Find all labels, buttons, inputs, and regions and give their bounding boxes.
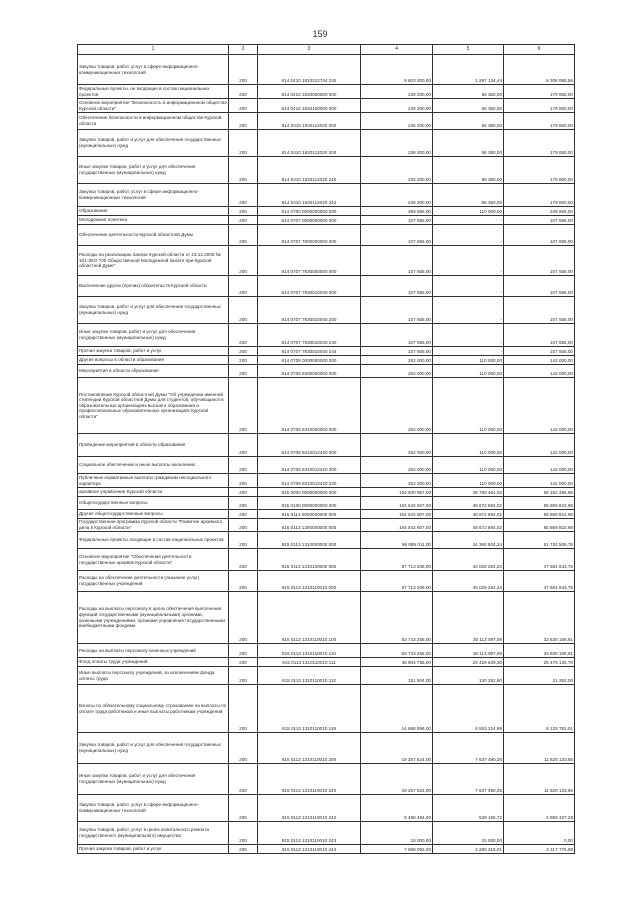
- executed-amount-cell: 30 113 097,09: [433, 592, 504, 644]
- row-name-cell: Иные выплаты персоналу учреждений, за исключением фонда оплаты труда: [78, 667, 229, 685]
- budget-classification-code-cell: 814 0410 1810312744 242: [258, 55, 361, 85]
- unexecuted-amount-cell: 249 655,00: [504, 207, 575, 216]
- approved-amount-cell: 19 257 624,00: [361, 764, 433, 795]
- table-row: [78, 457, 575, 474]
- executed-amount-cell: 1 297 134,44: [433, 55, 504, 85]
- table-row: [78, 55, 575, 85]
- table-row: [78, 130, 575, 157]
- budget-classification-code-cell: 815 0113 0000000000 000: [258, 510, 361, 519]
- budget-classification-code-cell: 814 0410 1620100000 000: [258, 99, 361, 113]
- table-row: [78, 795, 575, 822]
- budget-classification-code-cell: 814 0707 7930000000 000: [258, 246, 361, 276]
- table-row: [78, 549, 575, 571]
- approved-amount-cell: 96 095 011,00: [361, 532, 433, 549]
- line-code-cell: 200: [229, 113, 258, 130]
- approved-amount-cell: 14 686 996,00: [361, 685, 433, 733]
- line-code-cell: 200: [229, 658, 258, 667]
- row-name-cell: Прочая закупка товаров, работ и услуг: [78, 347, 229, 356]
- table-row: [78, 85, 575, 99]
- row-name-cell: Постановление Курской областной Думы "Об учреждении именной стипендии Курской областной Думы для студентов, обучающихся в образовательных организациях высшего образования и профессиональных образовательных организациях Курской области": [78, 378, 229, 434]
- table-row: [78, 225, 575, 246]
- approved-amount-cell: 252 000,00: [361, 365, 433, 378]
- row-name-cell: Другие вопросы в области образования: [78, 356, 229, 365]
- budget-classification-code-cell: 814 0707 0000000000 000: [258, 216, 361, 225]
- approved-amount-cell: 236 200,00: [361, 113, 433, 130]
- line-code-cell: 200: [229, 157, 258, 184]
- executed-amount-cell: 110 000,00: [433, 207, 504, 216]
- line-code-cell: 200: [229, 488, 258, 497]
- line-code-cell: 200: [229, 356, 258, 365]
- line-code-cell: 200: [229, 685, 258, 733]
- budget-classification-code-cell: 815 0113 1310110010 111: [258, 658, 361, 667]
- unexecuted-amount-cell: 142 000,00: [504, 356, 575, 365]
- table-row: [78, 434, 575, 457]
- approved-amount-cell: 236 200,00: [361, 130, 433, 157]
- row-name-cell: Социальное обеспечение и иные выплаты населению: [78, 457, 229, 474]
- executed-amount-cell: 40 028 264,24: [433, 571, 504, 592]
- budget-classification-code-cell: 815 0113 1310000000 000: [258, 532, 361, 549]
- row-name-cell: Основное мероприятие "Обеспечение деятельности государственных архивов Курской области": [78, 549, 229, 571]
- budget-classification-code-cell: 814 0709 8310012420 330: [258, 474, 361, 488]
- line-code-cell: 200: [229, 644, 258, 658]
- column-header-3: 3: [258, 45, 361, 55]
- line-code-cell: 200: [229, 532, 258, 549]
- line-code-cell: 200: [229, 276, 258, 297]
- table-row: [78, 207, 575, 216]
- executed-amount-cell: 56 350,00: [433, 85, 504, 99]
- row-name-cell: Закупка товаров, работ, услуг в целях капитального ремонта государственного (муниципального) имущества: [78, 822, 229, 845]
- unexecuted-amount-cell: 179 850,00: [504, 157, 575, 184]
- budget-classification-code-cell: 815 0113 1310100000 000: [258, 549, 361, 571]
- unexecuted-amount-cell: 179 850,00: [504, 85, 575, 99]
- row-name-cell: Расходы на реализацию Закона Курской области от 23.12.2005 № 101-ЗКО "Об Общественной Молодежной палате при Курской областной Думе": [78, 246, 229, 276]
- approved-amount-cell: 87 713 208,00: [361, 571, 433, 592]
- line-code-cell: 200: [229, 592, 258, 644]
- unexecuted-amount-cell: 55 869 922,98: [504, 519, 575, 532]
- unexecuted-amount-cell: 142 000,00: [504, 434, 575, 457]
- approved-amount-cell: 9 603 200,00: [361, 55, 433, 85]
- approved-amount-cell: 236 200,00: [361, 85, 433, 99]
- budget-classification-code-cell: 814 0707 7930010040 000: [258, 276, 361, 297]
- table-row: [78, 276, 575, 297]
- budget-classification-code-cell: 814 0410 1620112020 200: [258, 130, 361, 157]
- column-header-2: 2: [229, 45, 258, 55]
- approved-amount-cell: 252 000,00: [361, 434, 433, 457]
- row-name-cell: Закупка товаров, работ и услуг для обеспечения государственных (муниципальных) нужд: [78, 733, 229, 764]
- row-name-cell: Закупка товаров, работ, услуг в сфере информационно-коммуникационных технологий: [78, 184, 229, 207]
- approved-amount-cell: 236 200,00: [361, 99, 433, 113]
- executed-amount-cell: 110 000,00: [433, 365, 504, 378]
- approved-amount-cell: 107 655,00: [361, 324, 433, 347]
- table-row: [78, 733, 575, 764]
- line-code-cell: 200: [229, 378, 258, 434]
- executed-amount-cell: 6 553 214,99: [433, 685, 504, 733]
- executed-amount-cell: 110 000,00: [433, 474, 504, 488]
- budget-classification-code-cell: 815 0113 1310110010 242: [258, 795, 361, 822]
- line-code-cell: 200: [229, 365, 258, 378]
- unexecuted-amount-cell: 4 959 327,28: [504, 795, 575, 822]
- unexecuted-amount-cell: 51 734 506,76: [504, 532, 575, 549]
- row-name-cell: Иные закупки товаров, работ и услуг для обеспечения государственных (муниципальных) нужд: [78, 764, 229, 795]
- row-name-cell: Образование: [78, 207, 229, 216]
- table-row: [78, 347, 575, 356]
- line-code-cell: 200: [229, 216, 258, 225]
- line-code-cell: 200: [229, 795, 258, 822]
- table-row: [78, 592, 575, 644]
- approved-amount-cell: 359 655,00: [361, 207, 433, 216]
- line-code-cell: 200: [229, 497, 258, 510]
- table-row: [78, 157, 575, 184]
- unexecuted-amount-cell: 11 620 133,65: [504, 733, 575, 764]
- budget-classification-code-cell: 814 0709 8310000000 000: [258, 378, 361, 434]
- line-code-cell: 200: [229, 434, 258, 457]
- line-code-cell: 200: [229, 99, 258, 113]
- table-row: [78, 685, 575, 733]
- budget-classification-code-cell: 814 0709 8300000000 000: [258, 365, 361, 378]
- row-name-cell: Закупка товаров, работ и услуг для обеспечения государственных (муниципальных) нужд: [78, 130, 229, 157]
- row-name-cell: Иные закупки товаров, работ и услуг для обеспечения государственных (муниципальных) нужд: [78, 324, 229, 347]
- row-name-cell: Мероприятия в области образования: [78, 365, 229, 378]
- table-row: [78, 571, 575, 592]
- executed-amount-cell: 48 768 461,02: [433, 488, 504, 497]
- line-code-cell: 200: [229, 184, 258, 207]
- budget-classification-code-cell: 814 0707 7930010040 244: [258, 347, 361, 356]
- unexecuted-amount-cell: 8 133 781,01: [504, 685, 575, 733]
- line-code-cell: 200: [229, 733, 258, 764]
- row-name-cell: Федеральные проекты, входящие в состав национальных проектов: [78, 532, 229, 549]
- budget-classification-code-cell: 815 0113 1310110010 244: [258, 845, 361, 854]
- table-row: [78, 378, 575, 434]
- row-name-cell: Обеспечение деятельности Курской областной Думы: [78, 225, 229, 246]
- page-number: 159: [312, 29, 328, 39]
- unexecuted-amount-cell: 107 655,00: [504, 347, 575, 356]
- line-code-cell: 200: [229, 207, 258, 216]
- row-name-cell: Расходы на выплаты персоналу в целях обеспечения выполнения функций государственными (муниципальными) органами, казенными учреждениями, органами управления государственными внебюджетными фондами: [78, 592, 229, 644]
- budget-classification-code-cell: 815 0113 1310110010 119: [258, 685, 361, 733]
- budget-classification-code-cell: 814 0410 1620112020 240: [258, 157, 361, 184]
- approved-amount-cell: 107 655,00: [361, 216, 433, 225]
- row-name-cell: Обеспечение безопасности в информационном обществе Курской области: [78, 113, 229, 130]
- budget-classification-code-cell: 815 0113 1300000000 000: [258, 519, 361, 532]
- budget-classification-code-cell: 815 0113 1310110010 243: [258, 822, 361, 845]
- table-row: [78, 658, 575, 667]
- line-code-cell: 200: [229, 85, 258, 99]
- table-row: [78, 297, 575, 324]
- table-row: [78, 497, 575, 510]
- executed-amount-cell: -: [433, 225, 504, 246]
- budget-classification-code-cell: 815 0113 1310110010 100: [258, 592, 361, 644]
- approved-amount-cell: 236 200,00: [361, 157, 433, 184]
- row-name-cell: Государственная программа Курской области "Развитие архивного дела в Курской области": [78, 519, 229, 532]
- table-row: [78, 644, 575, 658]
- executed-amount-cell: 110 000,00: [433, 457, 504, 474]
- row-name-cell: Основное мероприятие "Безопасность в информационном обществе Курской области": [79, 99, 228, 111]
- executed-amount-cell: 7 637 490,35: [433, 764, 504, 795]
- approved-amount-cell: 87 713 208,00: [361, 549, 433, 571]
- executed-amount-cell: -: [433, 347, 504, 356]
- approved-amount-cell: 19 257 624,00: [361, 733, 433, 764]
- unexecuted-amount-cell: 107 655,00: [504, 225, 575, 246]
- approved-amount-cell: 252 000,00: [361, 356, 433, 365]
- unexecuted-amount-cell: 179 850,00: [504, 184, 575, 207]
- unexecuted-amount-cell: 11 620 133,65: [504, 764, 575, 795]
- table-body: [78, 55, 575, 854]
- row-name-cell: Проведение мероприятий в области образования: [78, 434, 229, 457]
- budget-classification-code-cell: 814 0410 1620000000 000: [258, 85, 361, 99]
- budget-classification-code-cell: 814 0700 0000000000 000: [258, 207, 361, 216]
- table-row: [78, 99, 575, 113]
- unexecuted-amount-cell: 47 684 943,76: [504, 571, 575, 592]
- unexecuted-amount-cell: 179 850,00: [504, 130, 575, 157]
- approved-amount-cell: 252 000,00: [361, 378, 433, 434]
- budget-classification-code-cell: 815 0113 1310110010 240: [258, 764, 361, 795]
- executed-amount-cell: 539 166,72: [433, 795, 504, 822]
- table-row: [78, 246, 575, 276]
- line-code-cell: 200: [229, 225, 258, 246]
- line-code-cell: 200: [229, 246, 258, 276]
- unexecuted-amount-cell: 142 000,00: [504, 365, 575, 378]
- approved-amount-cell: 252 000,00: [361, 474, 433, 488]
- approved-amount-cell: 104 542 607,00: [361, 497, 433, 510]
- line-code-cell: 200: [229, 519, 258, 532]
- table-row: [78, 822, 575, 845]
- executed-amount-cell: -: [433, 324, 504, 347]
- unexecuted-amount-cell: 8 306 065,56: [504, 55, 575, 85]
- approved-amount-cell: 107 655,00: [361, 297, 433, 324]
- row-name-cell: Фонд оплаты труда учреждений: [78, 658, 229, 667]
- row-name-cell: Молодежная политика: [78, 216, 229, 225]
- approved-amount-cell: 252 000,00: [361, 457, 433, 474]
- approved-amount-cell: 104 542 607,00: [361, 510, 433, 519]
- table-row: [78, 519, 575, 532]
- unexecuted-amount-cell: 55 869 922,98: [504, 497, 575, 510]
- column-header-5: 5: [433, 45, 504, 55]
- line-code-cell: 200: [229, 474, 258, 488]
- line-code-cell: 200: [229, 457, 258, 474]
- approved-amount-cell: 63 743 256,00: [361, 644, 433, 658]
- executed-amount-cell: 30 113 097,09: [433, 644, 504, 658]
- budget-classification-code-cell: 814 0707 7930010040 200: [258, 297, 361, 324]
- table-row: [78, 113, 575, 130]
- approved-amount-cell: 104 930 957,00: [361, 488, 433, 497]
- table-row: [78, 365, 575, 378]
- executed-amount-cell: 56 350,00: [433, 157, 504, 184]
- unexecuted-amount-cell: 33 630 158,91: [504, 644, 575, 658]
- table-row: [78, 845, 575, 854]
- budget-classification-code-cell: 815 0113 1310110010 110: [258, 644, 361, 658]
- executed-amount-cell: 56 350,00: [433, 99, 504, 113]
- executed-amount-cell: -: [433, 276, 504, 297]
- unexecuted-amount-cell: 107 655,00: [504, 246, 575, 276]
- row-name-cell: Расходы на выплаты персоналу казенных учреждений: [78, 644, 229, 658]
- row-name-cell: архивное управление Курской области: [78, 488, 229, 497]
- executed-amount-cell: -: [433, 297, 504, 324]
- executed-amount-cell: 48 672 684,02: [433, 497, 504, 510]
- budget-classification-code-cell: 815 0113 1310110010 200: [258, 733, 361, 764]
- unexecuted-amount-cell: 179 850,00: [504, 99, 575, 113]
- row-name-cell: Закупка товаров, работ, услуг в сфере информационно-коммуникационных технологий: [78, 795, 229, 822]
- budget-classification-code-cell: 815 0113 1310110010 000: [258, 571, 361, 592]
- unexecuted-amount-cell: 47 684 943,76: [504, 549, 575, 571]
- table-row: [78, 532, 575, 549]
- line-code-cell: 200: [229, 55, 258, 85]
- line-code-cell: 200: [229, 571, 258, 592]
- unexecuted-amount-cell: 25 475 125,70: [504, 658, 575, 667]
- executed-amount-cell: 56 350,00: [433, 113, 504, 130]
- unexecuted-amount-cell: 107 655,00: [504, 324, 575, 347]
- table-row: [78, 474, 575, 488]
- executed-amount-cell: 110 000,00: [433, 434, 504, 457]
- line-code-cell: 200: [229, 845, 258, 854]
- line-code-cell: 200: [229, 130, 258, 157]
- row-name-cell: Прочая закупка товаров, работ и услуг: [78, 845, 229, 854]
- table-row: [78, 488, 575, 497]
- row-name-cell: Публичные нормативные выплаты гражданам несоциального характера: [78, 474, 229, 488]
- row-name-cell: Другие общегосударственные вопросы: [78, 510, 229, 519]
- budget-classification-code-cell: 814 0410 1620112020 000: [258, 113, 361, 130]
- executed-amount-cell: 48 672 684,02: [433, 510, 504, 519]
- row-name-cell: Закупка товаров, работ и услуг для обеспечения государственных (муниципальных) нужд: [78, 297, 229, 324]
- executed-amount-cell: 23 429 629,30: [433, 658, 504, 667]
- unexecuted-amount-cell: 107 655,00: [504, 297, 575, 324]
- approved-amount-cell: 107 655,00: [361, 276, 433, 297]
- budget-classification-code-cell: 814 0707 7900000000 000: [258, 225, 361, 246]
- executed-amount-cell: 15 000,00: [433, 822, 504, 845]
- row-name-cell: Иные закупки товаров, работ и услуг для обеспечения государственных (муниципальных) нужд: [78, 157, 229, 184]
- table-row: [78, 510, 575, 519]
- table-row: [78, 356, 575, 365]
- line-code-cell: 200: [229, 764, 258, 795]
- budget-classification-code-cell: 814 0709 8310012420 000: [258, 434, 361, 457]
- approved-amount-cell: 63 743 256,00: [361, 592, 433, 644]
- approved-amount-cell: 107 655,00: [361, 347, 433, 356]
- row-name-cell: Расходы на обеспечение деятельности (оказание услуг) государственных учреждений: [78, 571, 229, 592]
- executed-amount-cell: -: [433, 216, 504, 225]
- unexecuted-amount-cell: 142 000,00: [504, 457, 575, 474]
- column-header-4: 4: [361, 45, 433, 55]
- unexecuted-amount-cell: 179 850,00: [504, 113, 575, 130]
- line-code-cell: 200: [229, 347, 258, 356]
- approved-amount-cell: 107 655,00: [361, 225, 433, 246]
- table-row: [78, 324, 575, 347]
- executed-amount-cell: 44 360 504,24: [433, 532, 504, 549]
- budget-classification-code-cell: 815 0000 0000000000 000: [258, 488, 361, 497]
- table-row: [78, 764, 575, 795]
- approved-amount-cell: 5 498 494,00: [361, 795, 433, 822]
- unexecuted-amount-cell: 0,00: [504, 822, 575, 845]
- budget-classification-code-cell: 814 0410 1620112020 242: [258, 184, 361, 207]
- row-name-cell: Выполнение других (прочих) обязательств Курской области: [78, 276, 229, 297]
- row-name-cell: Общегосударственные вопросы: [78, 497, 229, 510]
- executed-amount-cell: 4 280 315,01: [433, 845, 504, 854]
- executed-amount-cell: 40 028 264,24: [433, 549, 504, 571]
- line-code-cell: 200: [229, 510, 258, 519]
- budget-execution-table: [77, 44, 575, 854]
- budget-classification-code-cell: 814 0709 0000000000 000: [258, 356, 361, 365]
- column-header-1: 1: [78, 45, 229, 55]
- line-code-cell: 200: [229, 549, 258, 571]
- line-code-cell: 200: [229, 324, 258, 347]
- table-row: [78, 184, 575, 207]
- executed-amount-cell: 56 350,00: [433, 184, 504, 207]
- table-row: [78, 216, 575, 225]
- approved-amount-cell: 107 655,00: [361, 246, 433, 276]
- executed-amount-cell: -: [433, 246, 504, 276]
- unexecuted-amount-cell: 142 000,00: [504, 378, 575, 434]
- row-name-cell: Закупка товаров, работ, услуг в сфере информационно-коммуникационных технологий: [78, 55, 229, 85]
- approved-amount-cell: 7 698 092,00: [361, 845, 433, 854]
- executed-amount-cell: 7 637 490,35: [433, 733, 504, 764]
- executed-amount-cell: 48 672 684,02: [433, 519, 504, 532]
- table-row: [78, 667, 575, 685]
- unexecuted-amount-cell: 3 317 776,99: [504, 845, 575, 854]
- approved-amount-cell: 15 000,00: [361, 822, 433, 845]
- column-header-6: 6: [504, 45, 575, 55]
- unexecuted-amount-cell: 21 252,00: [504, 667, 575, 685]
- budget-classification-code-cell: 814 0709 8310012420 300: [258, 457, 361, 474]
- budget-classification-code-cell: 814 0707 7930010040 240: [258, 324, 361, 347]
- unexecuted-amount-cell: 107 655,00: [504, 216, 575, 225]
- unexecuted-amount-cell: 55 869 922,98: [504, 510, 575, 519]
- budget-classification-code-cell: 815 0113 1310110010 112: [258, 667, 361, 685]
- executed-amount-cell: 110 000,00: [433, 356, 504, 365]
- budget-classification-code-cell: 815 0100 0000000000 000: [258, 497, 361, 510]
- unexecuted-amount-cell: 56 162 395,98: [504, 488, 575, 497]
- executed-amount-cell: 130 252,80: [433, 667, 504, 685]
- row-name-cell: Федеральные проекты, не входящие в состав национальных проектов: [78, 85, 229, 99]
- line-code-cell: 200: [229, 667, 258, 685]
- line-code-cell: 200: [229, 297, 258, 324]
- approved-amount-cell: 236 200,00: [361, 184, 433, 207]
- executed-amount-cell: 56 350,00: [433, 130, 504, 157]
- row-name-cell: Взносы по обязательному социальному страхованию на выплаты по оплате труда работников и иные выплаты работникам учреждений: [78, 685, 229, 733]
- column-number-row: [78, 45, 575, 55]
- approved-amount-cell: 48 904 755,00: [361, 658, 433, 667]
- line-code-cell: 200: [229, 822, 258, 845]
- approved-amount-cell: 151 504,00: [361, 667, 433, 685]
- unexecuted-amount-cell: 33 630 158,91: [504, 592, 575, 644]
- unexecuted-amount-cell: 107 655,00: [504, 276, 575, 297]
- approved-amount-cell: 104 542 607,00: [361, 519, 433, 532]
- unexecuted-amount-cell: 142 000,00: [504, 474, 575, 488]
- executed-amount-cell: 110 000,00: [433, 378, 504, 434]
